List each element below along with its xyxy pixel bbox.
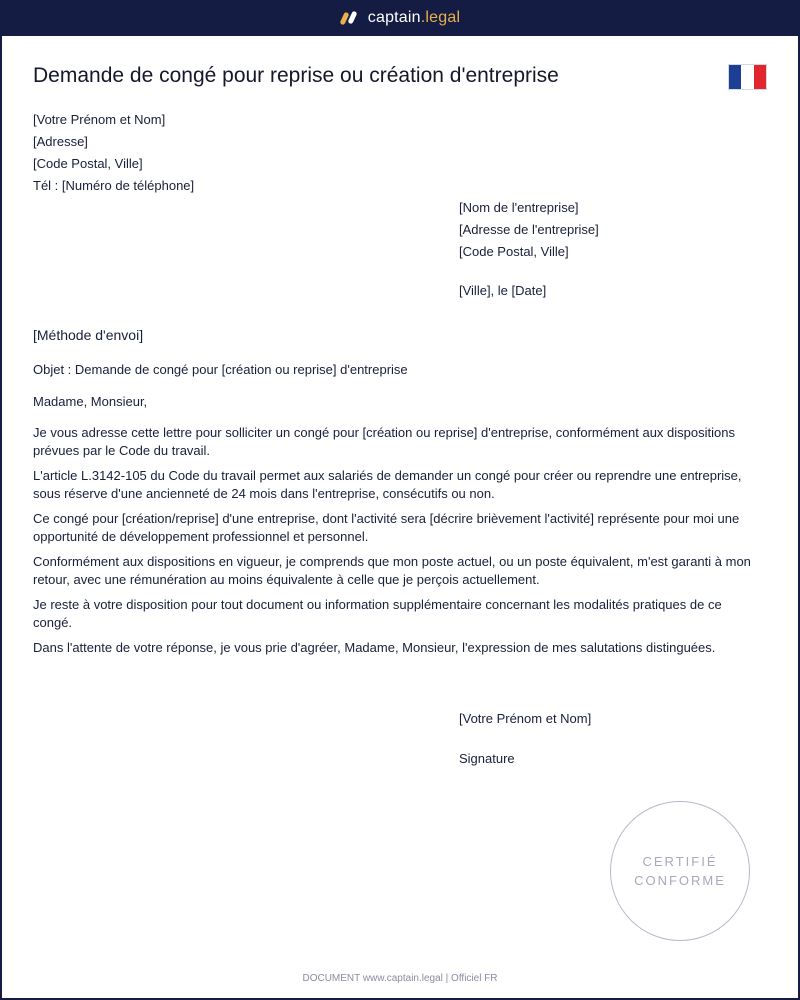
footer-text: DOCUMENT www.captain.legal | Officiel FR — [302, 973, 498, 984]
top-bar — [0, 0, 800, 36]
sender-address: [Adresse] — [33, 134, 88, 149]
sender-block — [33, 109, 194, 197]
recipient-block — [459, 197, 599, 302]
letter-page — [2, 36, 798, 998]
brand[interactable] — [340, 9, 460, 27]
sender-postal: [Code Postal, Ville] — [33, 156, 143, 171]
captain-legal-logo-icon — [340, 10, 360, 26]
certified-stamp — [610, 801, 750, 941]
body-paragraph: Conformément aux dispositions en vigueur, je comprends que mon poste actuel, ou un poste équivalent, m'est garanti à mon retour, avec une rémunération au moins équivalente à celle que je perçois actuellement. — [33, 554, 751, 587]
body-paragraph: Ce congé pour [création/reprise] d'une entreprise, dont l'activité sera [décrire brièvement l'activité] représente pour moi une opportunité de développement professionnel et personnel. — [33, 511, 740, 544]
body-paragraph: Je vous adresse cette lettre pour solliciter un congé pour [création ou reprise] d'entreprise, conformément aux dispositions prévues par le Code du travail. — [33, 425, 735, 458]
closing-name: [Votre Prénom et Nom] — [459, 711, 592, 726]
body-paragraph: L'article L.3142-105 du Code du travail permet aux salariés de demander un congé pour créer ou reprendre une entreprise, sous réserve d'une ancienneté de 24 mois dans l'entreprise, consécutifs ou non. — [33, 468, 742, 501]
recipient-address: [Adresse de l'entreprise] — [459, 222, 599, 237]
body-paragraph: Je reste à votre disposition pour tout document ou information supplémentaire concernant les modalités pratiques de ce congé. — [33, 597, 722, 630]
brand-name: captain.legal — [367, 9, 461, 26]
letter-body — [33, 424, 763, 664]
france-flag-icon — [728, 64, 767, 90]
greeting: Madame, Monsieur, — [33, 394, 148, 409]
sender-name: [Votre Prénom et Nom] — [33, 112, 166, 127]
place-date: [Ville], le [Date] — [459, 283, 547, 298]
stamp-line: CERTIFIÉ — [642, 854, 718, 869]
stamp-line: CONFORME — [634, 873, 726, 888]
recipient-company: [Nom de l'entreprise] — [459, 200, 579, 215]
signature-label: Signature — [459, 751, 515, 766]
body-paragraph: Dans l'attente de votre réponse, je vous prie d'agréer, Madame, Monsieur, l'expression de mes salutations distinguées. — [33, 640, 716, 655]
sender-phone: Tél : [Numéro de téléphone] — [33, 178, 195, 193]
letter-subject: Objet : Demande de congé pour [création ou reprise] d'entreprise — [33, 362, 408, 377]
recipient-postal: [Code Postal, Ville] — [459, 244, 569, 259]
document-title: Demande de congé pour reprise ou création d'entreprise — [33, 64, 559, 87]
send-method: [Méthode d'envoi] — [33, 327, 144, 343]
